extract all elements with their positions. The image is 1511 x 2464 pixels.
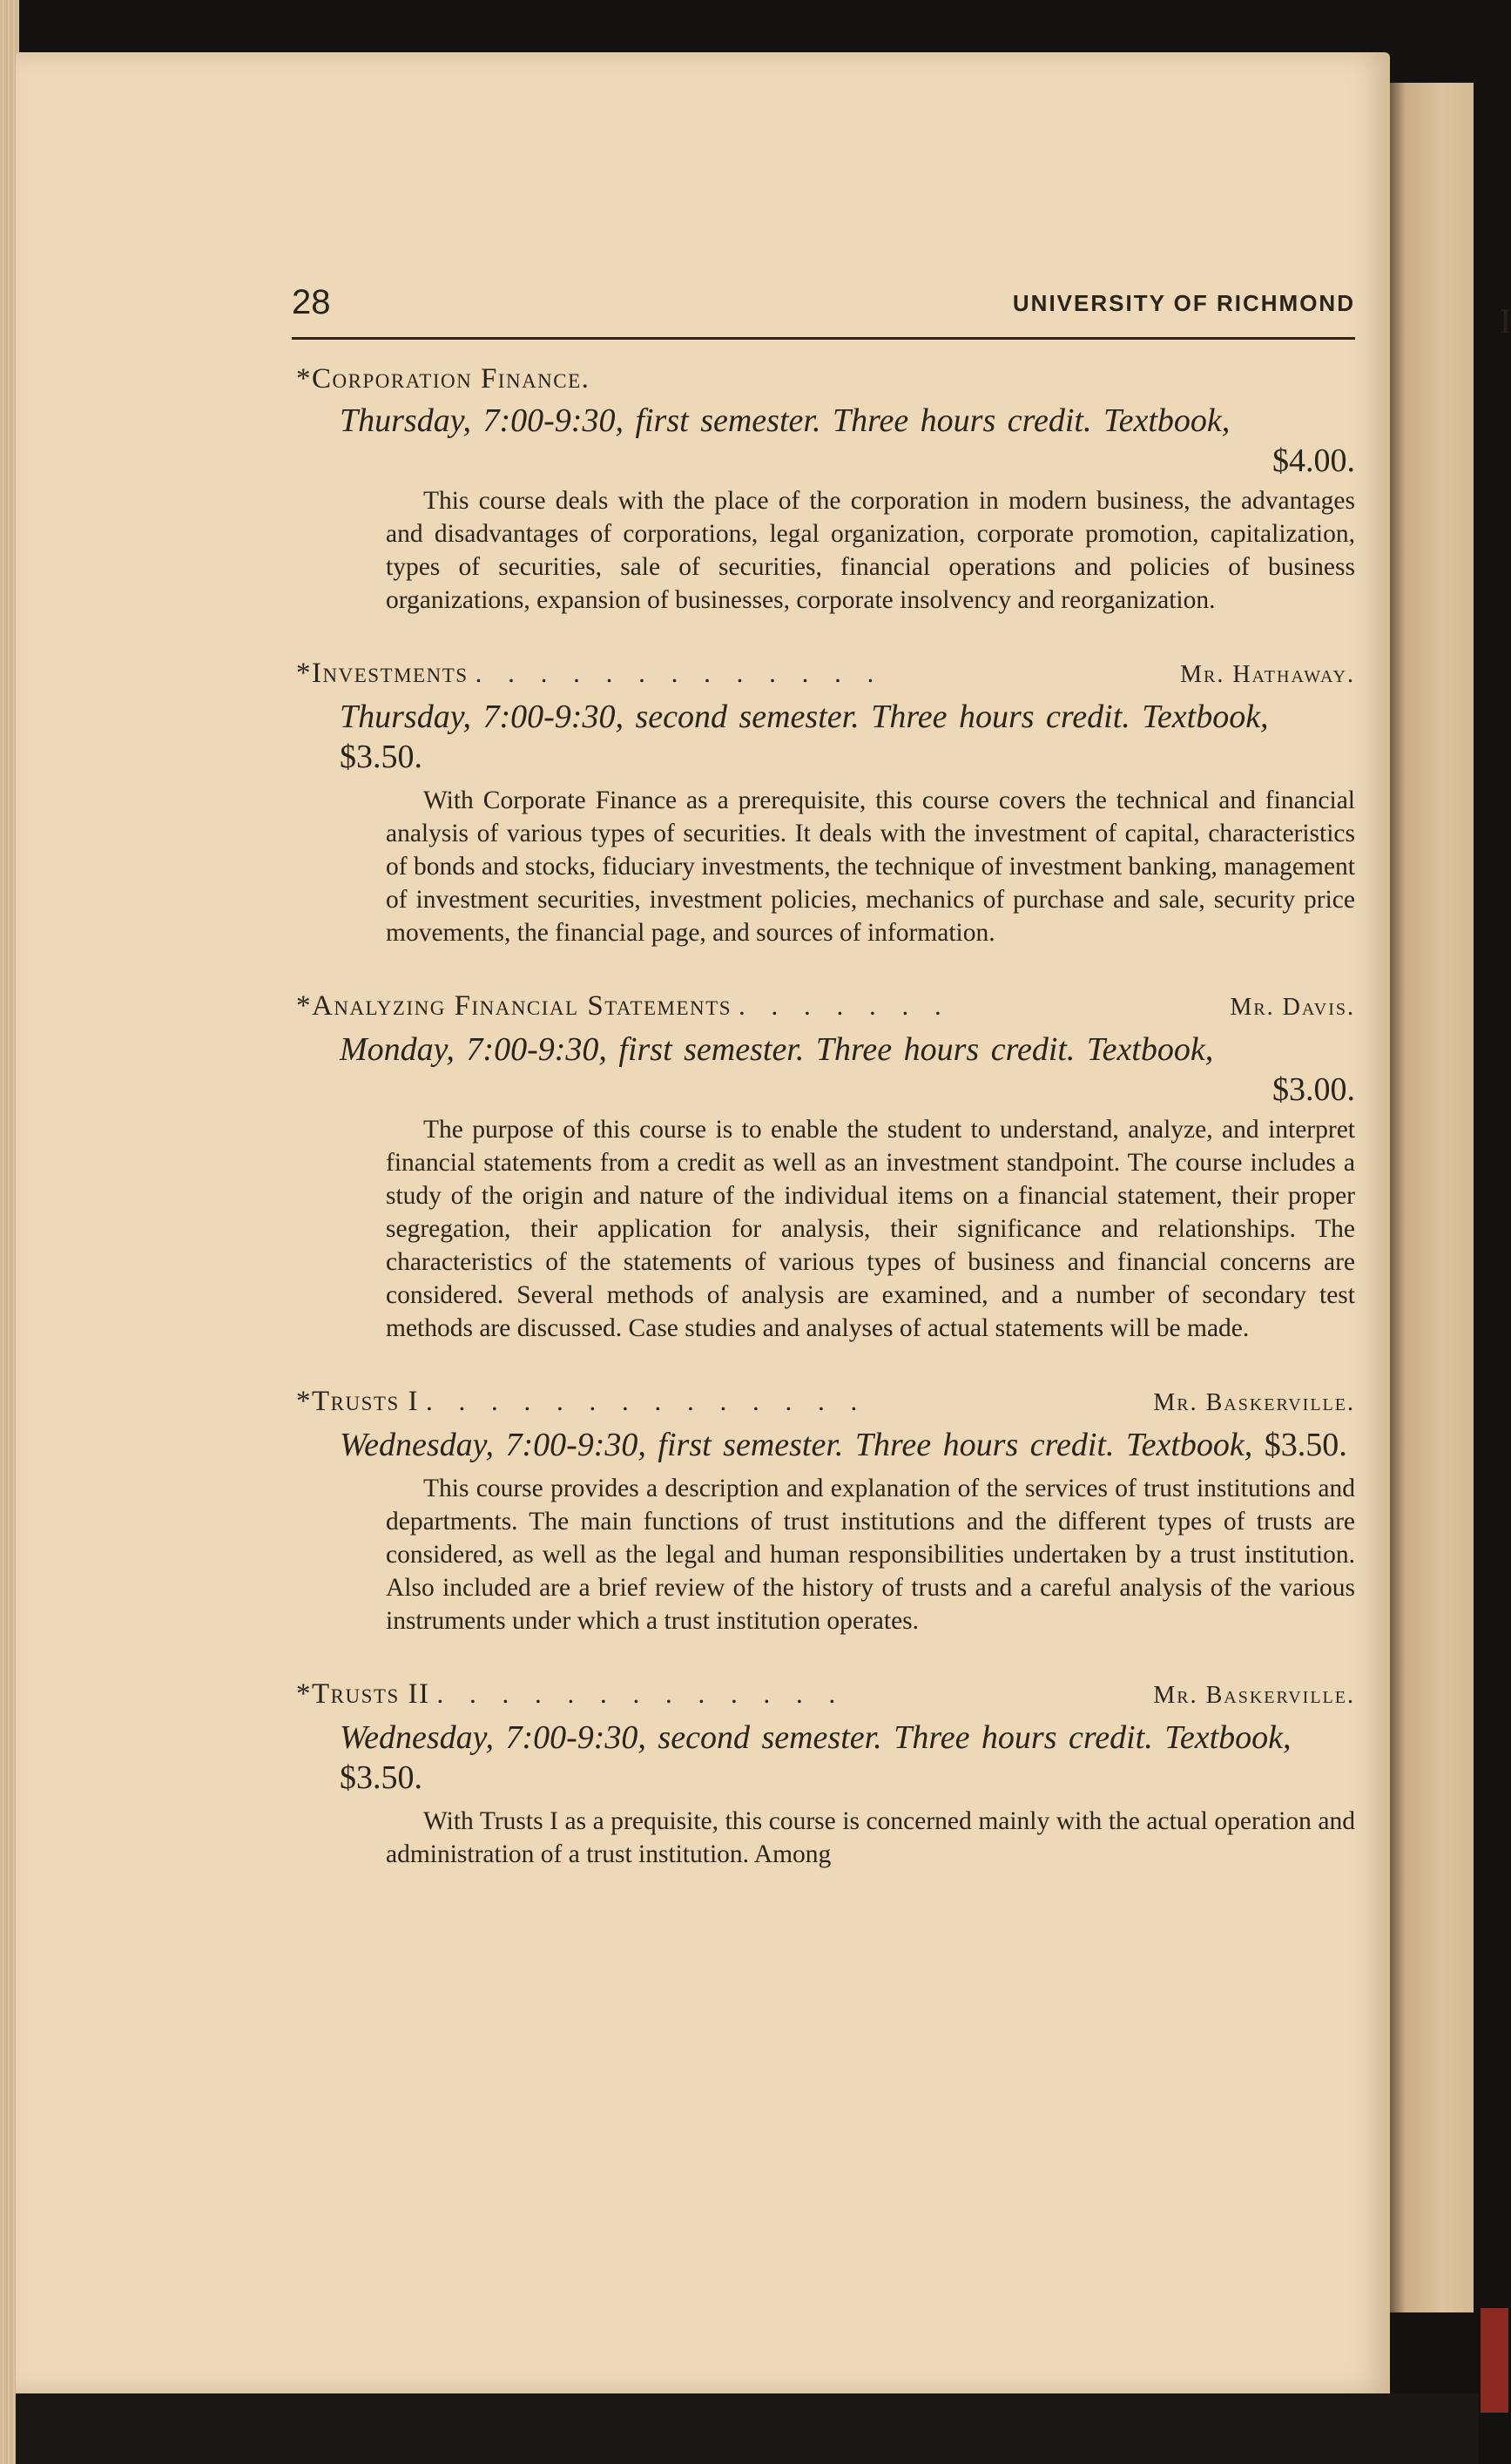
course-title-line — [296, 1672, 1355, 1718]
course-title: *Corporation Finance. — [296, 363, 590, 395]
course-title: *Trusts II — [296, 1678, 430, 1710]
running-head: UNIVERSITY OF RICHMOND — [1012, 290, 1355, 316]
leader-dots: . . . . . . . . . . . . . — [475, 658, 884, 688]
textbook-price: $3.50. — [340, 1759, 422, 1796]
course-description: With Corporate Finance as a prerequisite, this course covers the technical and financial analysis of various types of securities. It deals with the investment of capital, characteristics of bonds and stocks, fiduciary investments, the technique of investment banking, management of investment securities, investment policies, mechanics of purchase and sale, security price movements, the financial page, and sources of information. — [386, 786, 1355, 947]
textbook-price: $3.00. — [1272, 1071, 1355, 1108]
textbook-price: $3.50. — [1264, 1427, 1347, 1463]
facing-page-edge — [1390, 83, 1474, 2312]
page-number: 28 — [292, 283, 331, 321]
course-entry — [296, 651, 1355, 949]
background-strip — [16, 2393, 1479, 2464]
course-entry — [296, 984, 1355, 1345]
course-title: *Trusts I — [296, 1386, 419, 1417]
facing-page-fragment: I — [1500, 301, 1511, 341]
course-list — [296, 357, 1355, 1906]
course-title-line — [296, 357, 1355, 401]
course-schedule: Thursday, 7:00-9:30, first semester. Three hours credit. Textbook, — [340, 402, 1231, 439]
leader-dots: . . . . . . . . . . . . . — [436, 1678, 846, 1709]
course-entry — [296, 357, 1355, 617]
leader-dots: . . . . . . . . . . . . . . — [425, 1386, 867, 1416]
schedule-text: Thursday, 7:00-9:30, second semester. Three hours credit. Textbook, — [340, 699, 1269, 735]
instructor-name: Mr. Baskerville. — [1153, 1389, 1355, 1416]
course-description: The purpose of this course is to enable the student to understand, analyze, and interpret financial statements from a credit as well as an investment standpoint. The course includes a study of the origin and nature of the individual items on a financial statement, their proper segregation, their application for analysis, their significance and relationships. The characteristics of the statements of various types of business and financial concerns are considered. Several methods of analysis are examined, and a number of secondary test methods are discussed. Case studies and analyses of actual statements will be made. — [386, 1116, 1355, 1342]
page-header — [292, 283, 1355, 335]
course-schedule — [340, 1425, 1355, 1465]
leader-dots: . . . . . . . — [739, 990, 951, 1021]
book-cover-edge — [1481, 2308, 1508, 2413]
instructor-name: Mr. Hathaway. — [1180, 661, 1355, 688]
course-entry — [296, 1672, 1355, 1871]
course-title-line — [296, 984, 1355, 1029]
course-entry — [296, 1380, 1355, 1637]
schedule-text: Wednesday, 7:00-9:30, first semester. Three hours credit. Textbook, — [340, 1427, 1253, 1463]
header-rule — [292, 337, 1355, 340]
course-description: With Trusts I as a prequisite, this course is concerned mainly with the actual operation and administration of a trust institution. Among — [386, 1807, 1355, 1868]
course-schedule — [340, 697, 1355, 777]
course-title: *Investments — [296, 658, 469, 689]
instructor-name: Mr. Baskerville. — [1153, 1682, 1355, 1709]
course-schedule — [340, 1718, 1355, 1798]
course-description: This course provides a description and explanation of the services of trust institutions and departments. The main functions of trust institutions and the different types of trusts are considered, as well as the legal and human responsibilities undertaken by a trust institution. Also included are a brief review of the history of trusts and a careful analysis of the various instruments under which a trust institution operates. — [386, 1475, 1355, 1635]
textbook-price: $3.50. — [340, 739, 422, 775]
textbook-price: $4.00. — [1272, 442, 1355, 479]
course-schedule: Monday, 7:00-9:30, first semester. Three hours credit. Textbook, — [340, 1031, 1214, 1068]
course-title-line — [296, 651, 1355, 697]
course-description: This course deals with the place of the corporation in modern business, the advantages and disadvantages of corporations, legal organization, corporate promotion, capitalization, types of securities, sale of securities, financial operations and policies of business organizations, expansion of businesses, corporate insolvency and reorganization. — [386, 487, 1355, 614]
course-title: *Analyzing Financial Statements — [296, 990, 732, 1022]
course-title-line — [296, 1380, 1355, 1425]
instructor-name: Mr. Davis. — [1230, 994, 1355, 1021]
schedule-text: Wednesday, 7:00-9:30, second semester. Three hours credit. Textbook, — [340, 1719, 1292, 1756]
